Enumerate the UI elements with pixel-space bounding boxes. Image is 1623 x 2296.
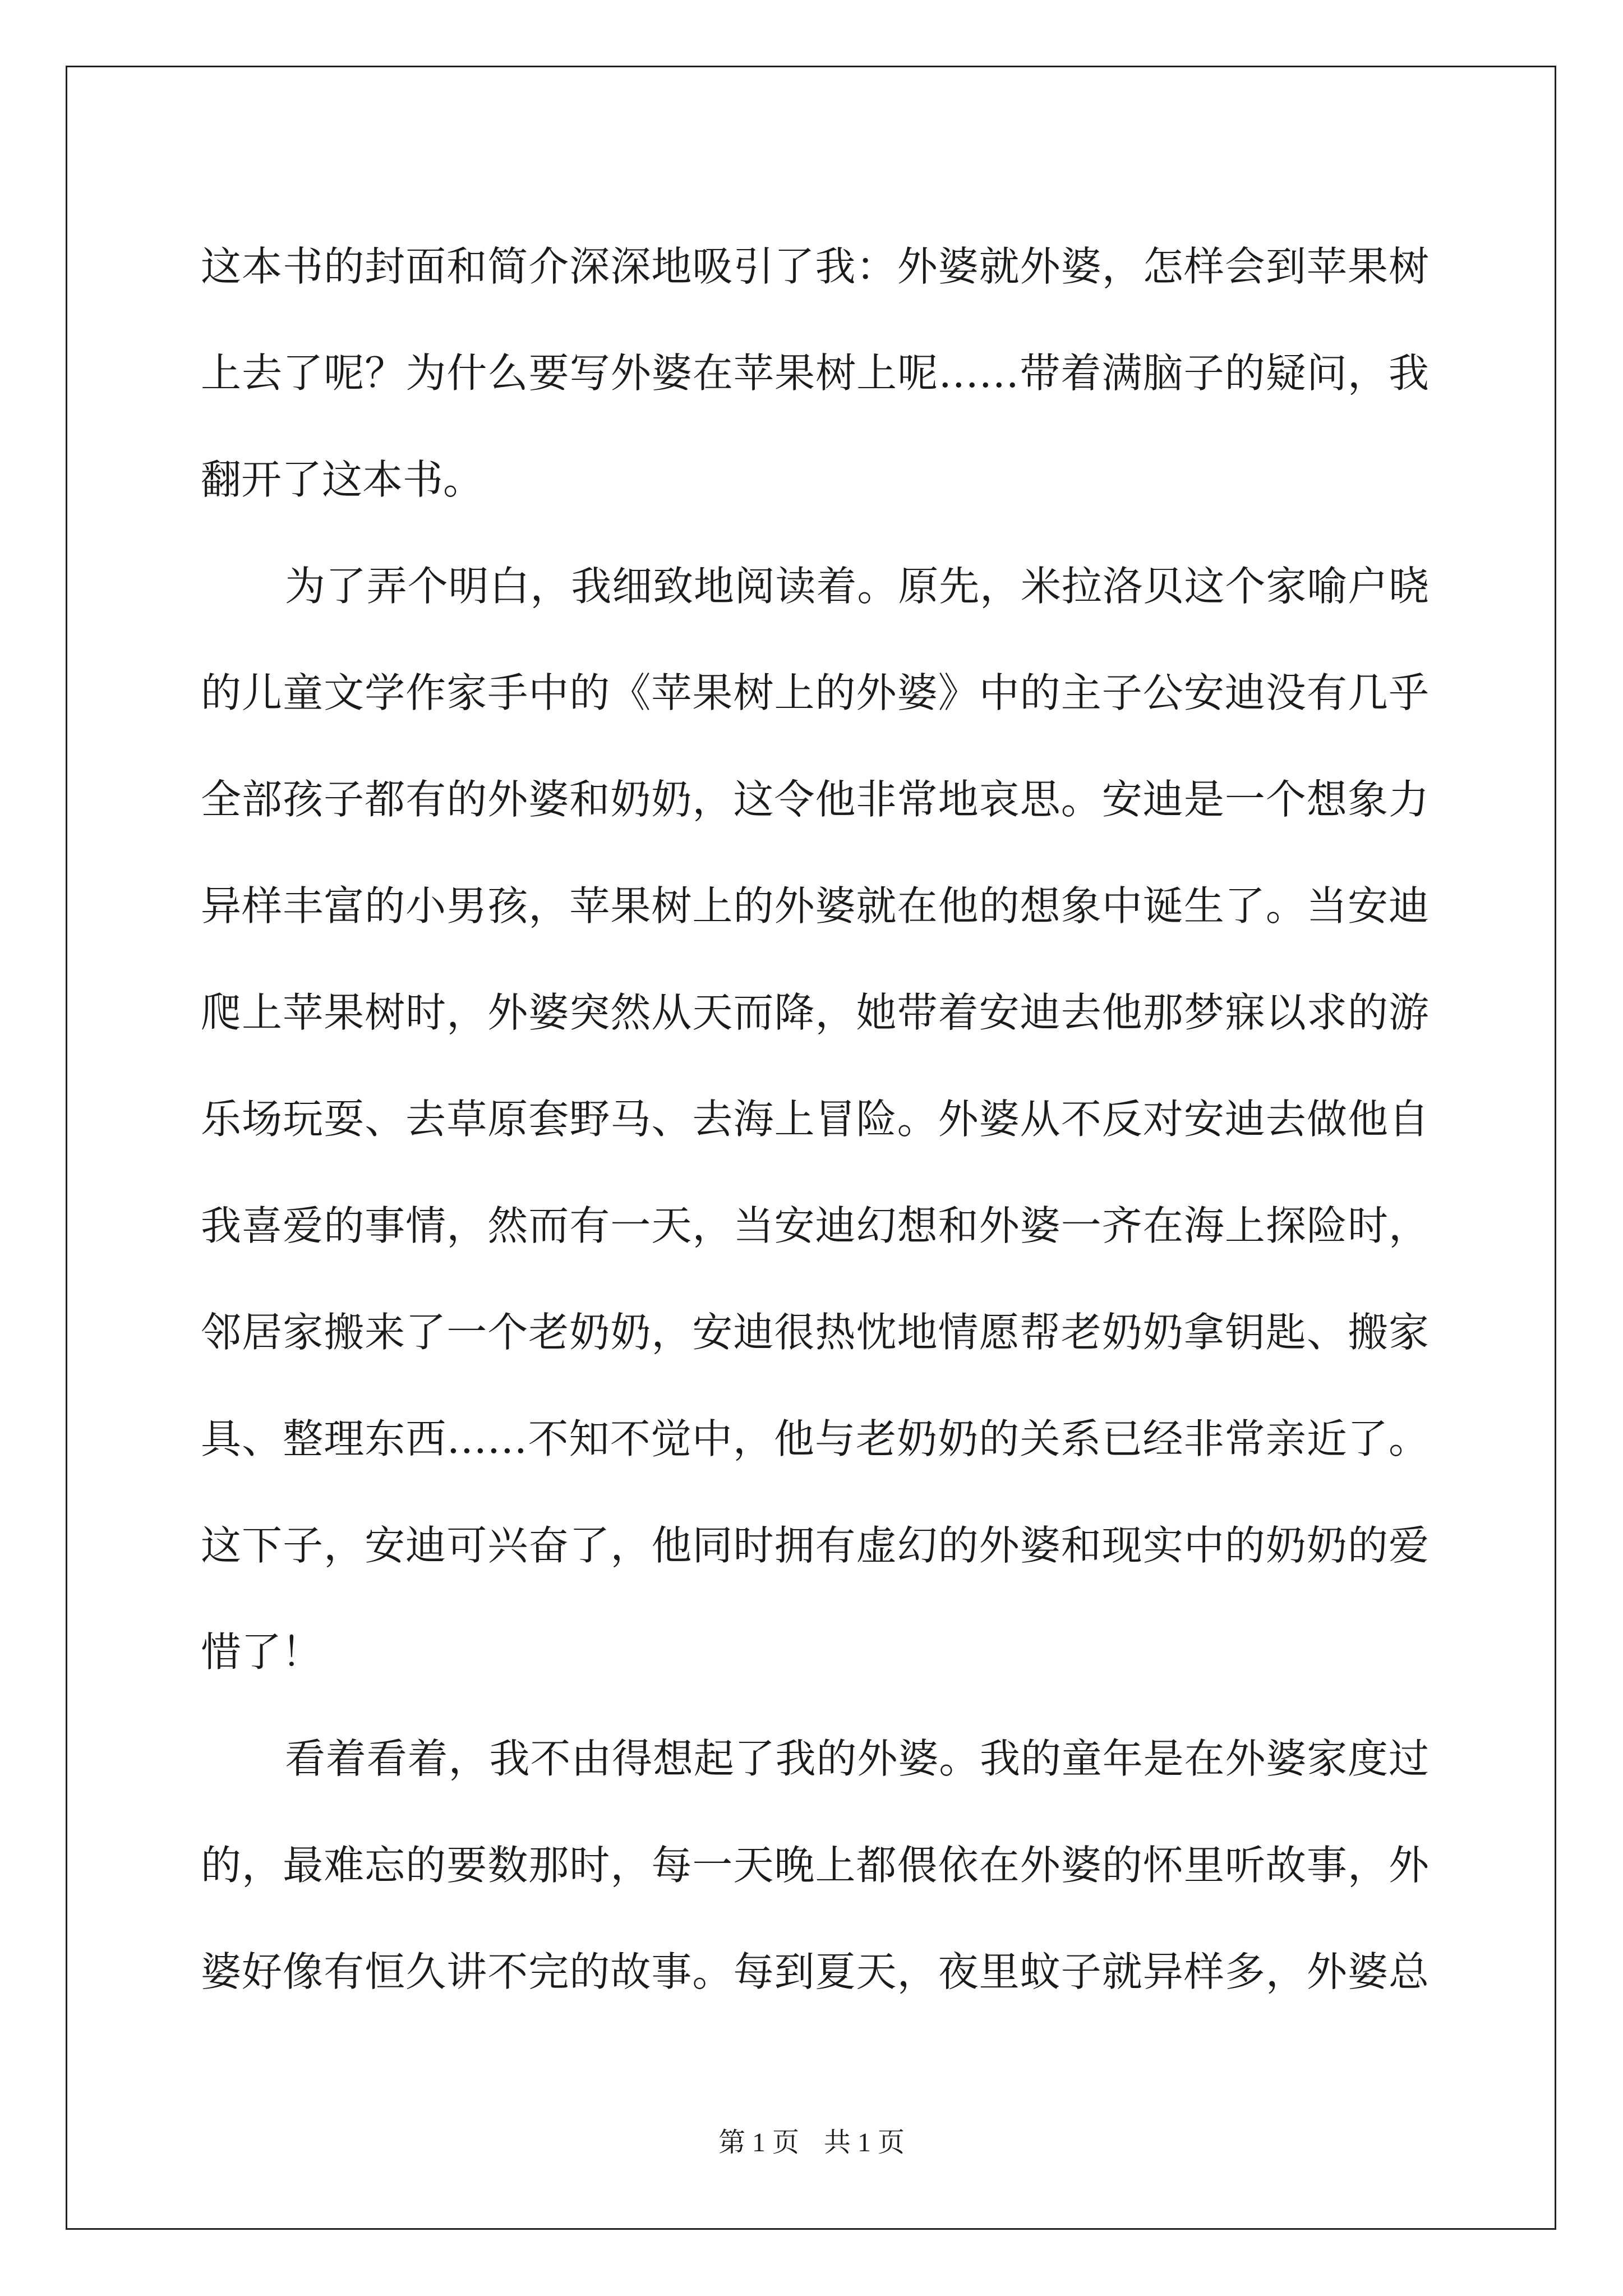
paragraph-first-line: 看着看着，我不由得想起了我的外婆。我的童年是在外婆家度过 <box>285 1735 1429 1782</box>
text-line: 婆好像有恒久讲不完的故事。每到夏天，夜里蚊子就异样多，外婆总 <box>201 1948 1429 1995</box>
text-line: 爬上苹果树时，外婆突然从天而降，她带着安迪去他那梦寐以求的游 <box>201 989 1429 1036</box>
text-line: 翻开了这本书。 <box>201 456 484 503</box>
text-line: 这下子，安迪可兴奋了，他同时拥有虚幻的外婆和现实中的奶奶的爱 <box>201 1522 1429 1569</box>
text-line: 惜了！ <box>201 1628 322 1676</box>
paragraph-first-line: 为了弄个明白，我细致地阅读着。原先，米拉洛贝这个家喻户晓 <box>285 563 1429 610</box>
text-line: 的，最难忘的要数那时，每一天晚上都偎依在外婆的怀里听故事，外 <box>201 1842 1429 1889</box>
text-line: 异样丰富的小男孩，苹果树上的外婆就在他的想象中诞生了。当安迪 <box>201 882 1429 930</box>
text-line: 邻居家搬来了一个老奶奶，安迪很热忱地情愿帮老奶奶拿钥匙、搬家 <box>201 1309 1429 1356</box>
page-total: 共 1 页 <box>824 2128 905 2157</box>
text-line: 我喜爱的事情，然而有一天，当安迪幻想和外婆一齐在海上探险时， <box>201 1202 1429 1249</box>
page-footer <box>0 2126 1623 2160</box>
text-line: 这本书的封面和简介深深地吸引了我：外婆就外婆，怎样会到苹果树 <box>201 243 1429 290</box>
document-body <box>201 213 1429 2025</box>
page-number: 第 1 页 <box>718 2128 799 2157</box>
text-line: 的儿童文学作家手中的《苹果树上的外婆》中的主子公安迪没有几乎 <box>201 669 1429 716</box>
text-line: 上去了呢？为什么要写外婆在苹果树上呢……带着满脑子的疑问，我 <box>201 349 1429 397</box>
text-line: 乐场玩耍、去草原套野马、去海上冒险。外婆从不反对安迪去做他自 <box>201 1096 1429 1143</box>
text-line: 具、整理东西……不知不觉中，他与老奶奶的关系已经非常亲近了。 <box>201 1415 1429 1462</box>
text-line: 全部孩子都有的外婆和奶奶，这令他非常地哀思。安迪是一个想象力 <box>201 776 1429 823</box>
